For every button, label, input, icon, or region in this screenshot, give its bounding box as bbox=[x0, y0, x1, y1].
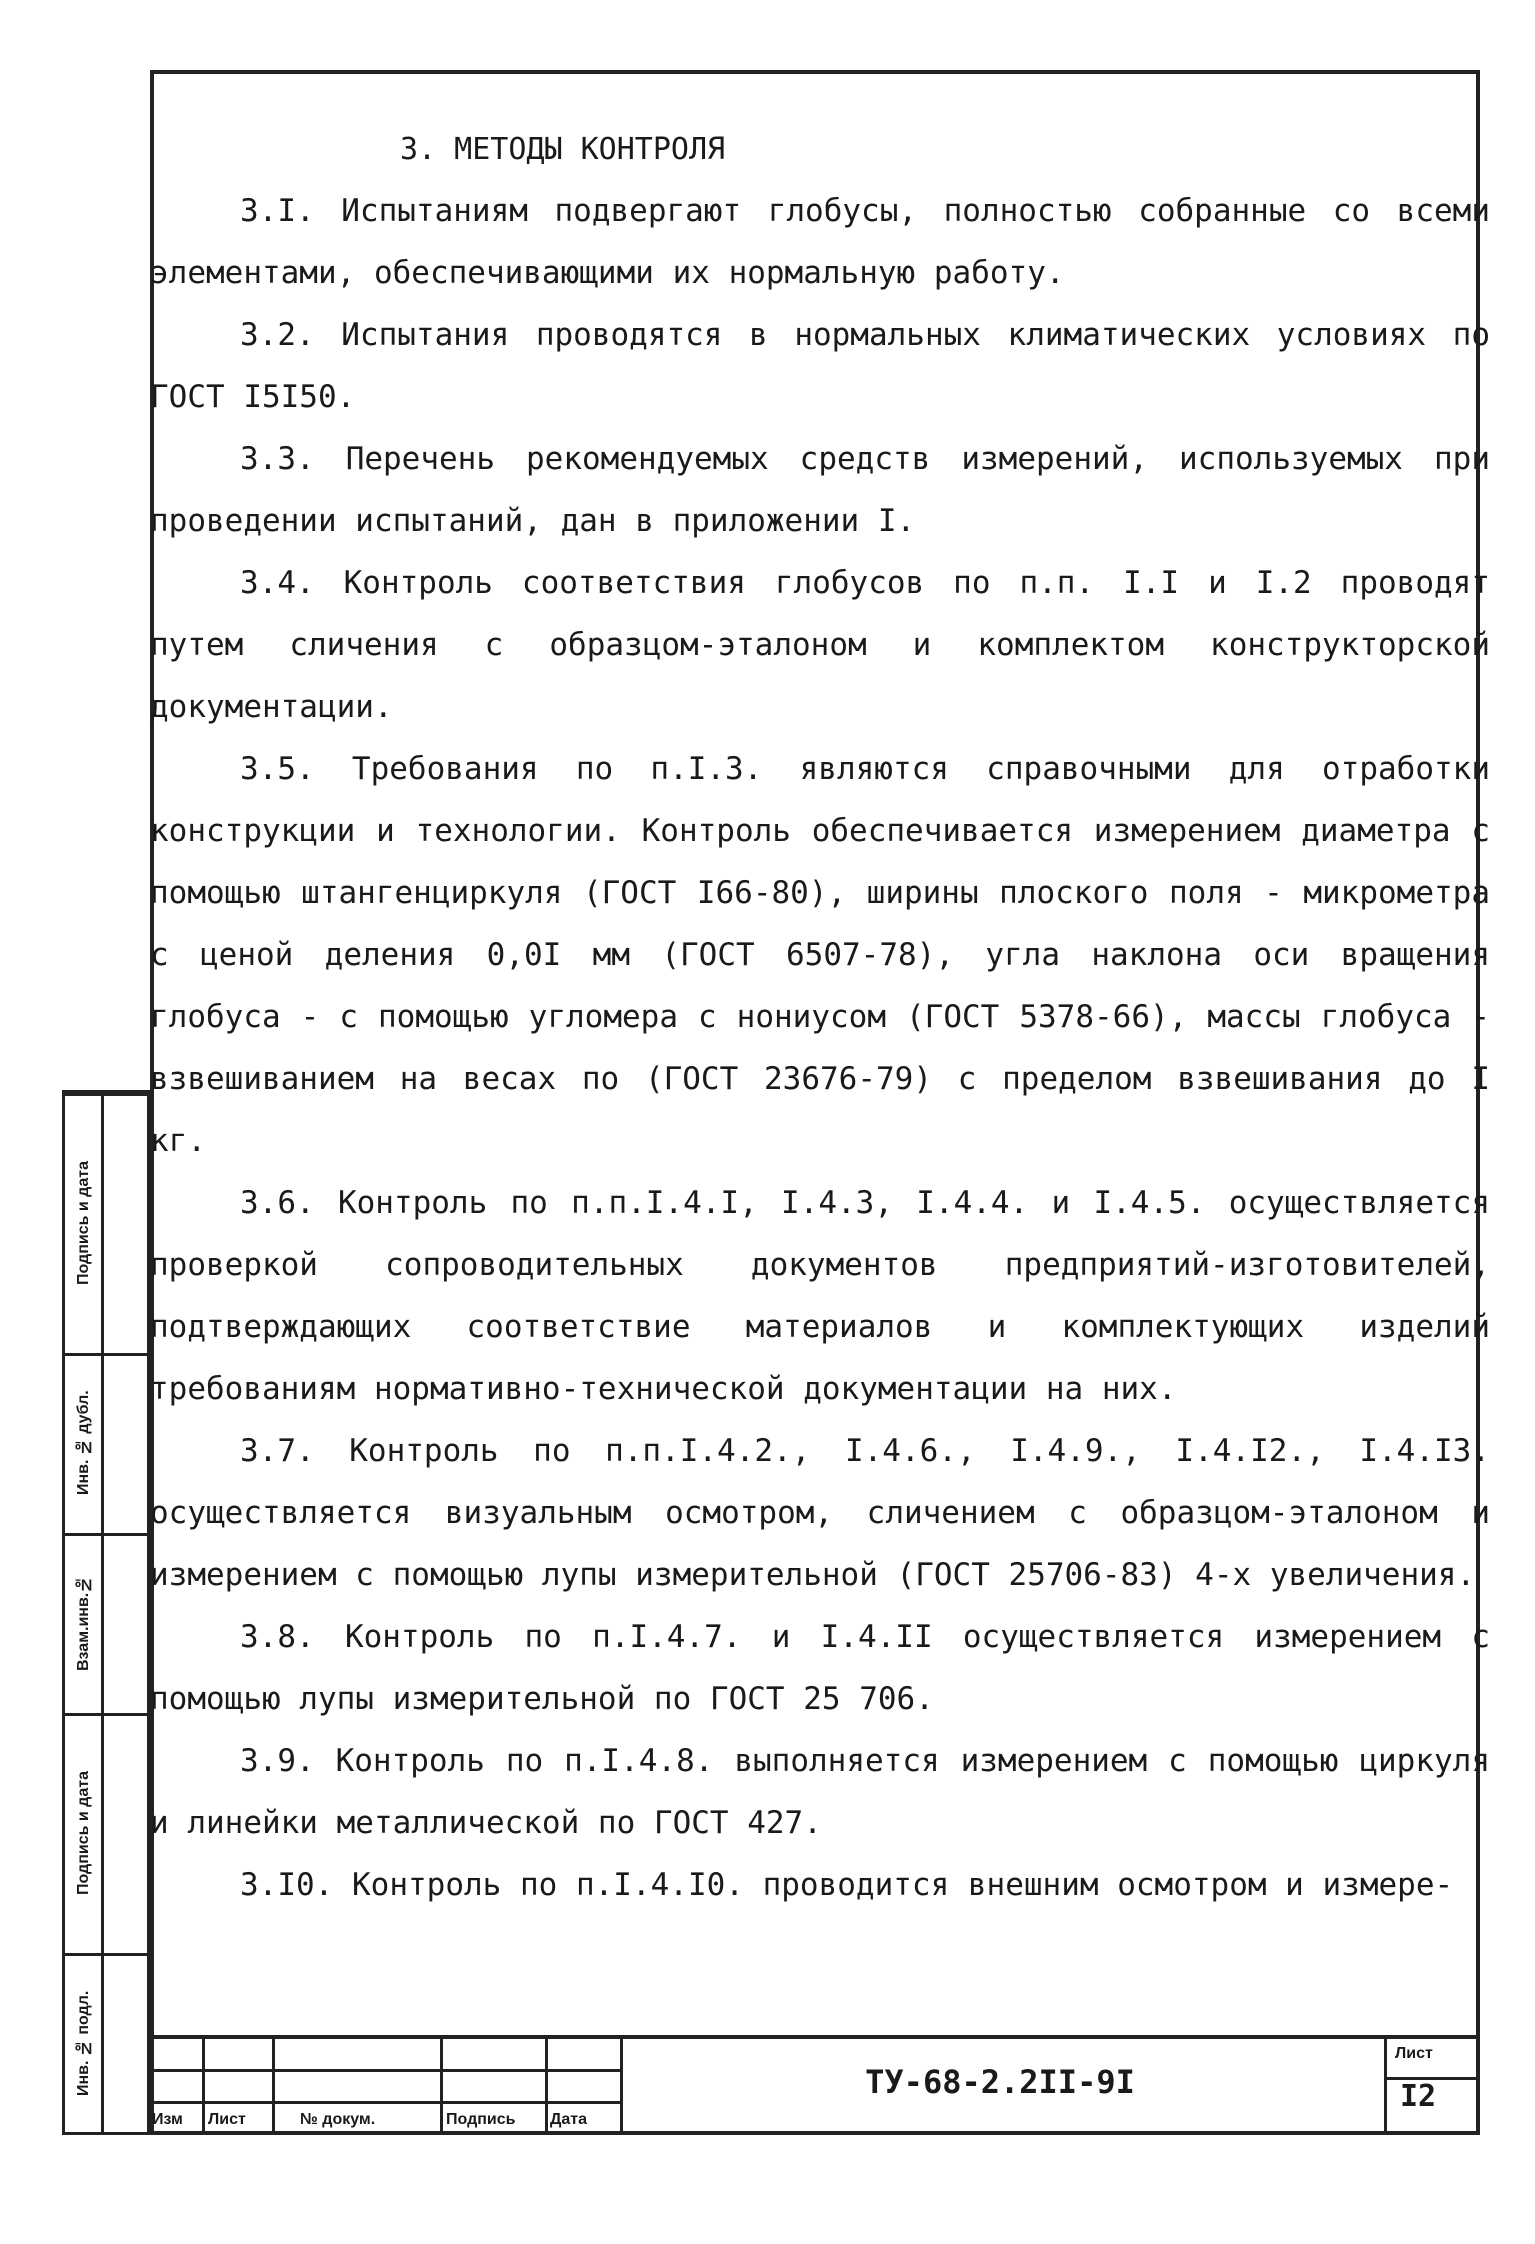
paragraph-text: Контроль по п.п.I.4.I, I.4.3, I.4.4. и I.4.5. осуществляется проверкой сопроводительных документов предприятий-изготовителей, подтверждающих соответствие материалов и комплектующих изделий требованиям нормативно-технической документации на них. bbox=[150, 1185, 1490, 1407]
paragraph-number: 3.2. bbox=[240, 317, 315, 353]
paragraph bbox=[150, 1172, 1490, 1420]
paragraph-text: Контроль по п.п.I.4.2., I.4.6., I.4.9., I.4.I2., I.4.I3. осуществляется визуальным осмотром, сличением с образцом-эталоном и измерением с помощью лупы измерительной (ГОСТ 25706-83) 4-х увеличения. bbox=[150, 1433, 1490, 1593]
paragraph bbox=[150, 1420, 1490, 1606]
paragraph-text: Контроль по п.I.4.7. и I.4.II осуществляется измерением с помощью лупы измерительной по ГОСТ 25 706. bbox=[150, 1619, 1490, 1717]
col-podpis: Подпись bbox=[446, 2111, 516, 2128]
paragraph-list bbox=[150, 180, 1490, 1916]
paragraph-text: Испытания проводятся в нормальных климатических условиях по ГОСТ I5I50. bbox=[150, 317, 1491, 415]
paragraph-text: Испытаниям подвергают глобусы, полностью собранные со всеми элементами, обеспечивающими их нормальную работу. bbox=[150, 193, 1491, 291]
paragraph bbox=[150, 428, 1490, 552]
paragraph-number: 3.3. bbox=[240, 441, 315, 477]
paragraph-text: Перечень рекомендуемых средств измерений, используемых при проведении испытаний, дан в приложении I. bbox=[150, 441, 1490, 539]
margin-label-podpis-2: Подпись и дата bbox=[75, 1771, 92, 1895]
title-block bbox=[150, 2035, 1480, 2135]
paragraph bbox=[150, 1606, 1490, 1730]
margin-label-podl: Инв. № подл. bbox=[75, 1990, 92, 2096]
paragraph bbox=[150, 738, 1490, 1172]
col-dokum: № докум. bbox=[300, 2111, 376, 2128]
paragraph-number: 3.9. bbox=[240, 1743, 315, 1779]
paragraph bbox=[150, 1730, 1490, 1854]
document-body bbox=[150, 120, 1490, 1916]
paragraph-number: 3.8. bbox=[240, 1619, 315, 1655]
paragraph-text: Требования по п.I.3. являются справочными для отработки конструкции и технологии. Контроль обеспечивается измерением диаметра с помощью штангенциркуля (ГОСТ I66-80), ширины плоского поля - микрометра с ценой деления 0,0I мм (ГОСТ 6507-78), угла наклона оси вращения глобуса - с помощью угломера с нониусом (ГОСТ 5378-66), массы глобуса - взвешиванием на весах по (ГОСТ 23676-79) с пределом взвешивания до I кг. bbox=[150, 751, 1490, 1159]
paragraph-number: 3.I0. bbox=[240, 1867, 334, 1903]
margin-stamp bbox=[62, 1090, 150, 2135]
paragraph bbox=[150, 1854, 1490, 1916]
document-code: ТУ-68-2.2II-9I bbox=[865, 2063, 1135, 2101]
paragraph bbox=[150, 304, 1490, 428]
margin-label-podpis-1: Подпись и дата bbox=[75, 1161, 92, 1285]
paragraph-text: Контроль по п.I.4.I0. проводится внешним осмотром и измере- bbox=[352, 1867, 1454, 1903]
col-izm: Изм bbox=[152, 2111, 183, 2128]
paragraph-number: 3.5. bbox=[240, 751, 315, 787]
section-heading: 3. МЕТОДЫ КОНТРОЛЯ bbox=[400, 132, 726, 167]
paragraph-number: 3.7. bbox=[240, 1433, 315, 1469]
paragraph-text: Контроль по п.I.4.8. выполняется измерением с помощью циркуля и линейки металлической по ГОСТ 427. bbox=[150, 1743, 1490, 1841]
sheet-number: I2 bbox=[1400, 2079, 1437, 2114]
paragraph-number: 3.I. bbox=[240, 193, 315, 229]
margin-label-vzam: Взам.инв.№ bbox=[75, 1575, 92, 1671]
col-list: Лист bbox=[208, 2111, 246, 2128]
paragraph-text: Контроль соответствия глобусов по п.п. I.I и I.2 проводят путем сличения с образцом-эталоном и комплектом конструкторской документации. bbox=[150, 565, 1490, 725]
paragraph-number: 3.4. bbox=[240, 565, 315, 601]
margin-label-dubl: Инв. № дубл. bbox=[75, 1390, 92, 1496]
paragraph bbox=[150, 552, 1490, 738]
sheet-label: Лист bbox=[1395, 2045, 1433, 2062]
col-data: Дата bbox=[550, 2111, 588, 2128]
paragraph-number: 3.6. bbox=[240, 1185, 315, 1221]
paragraph bbox=[150, 180, 1490, 304]
